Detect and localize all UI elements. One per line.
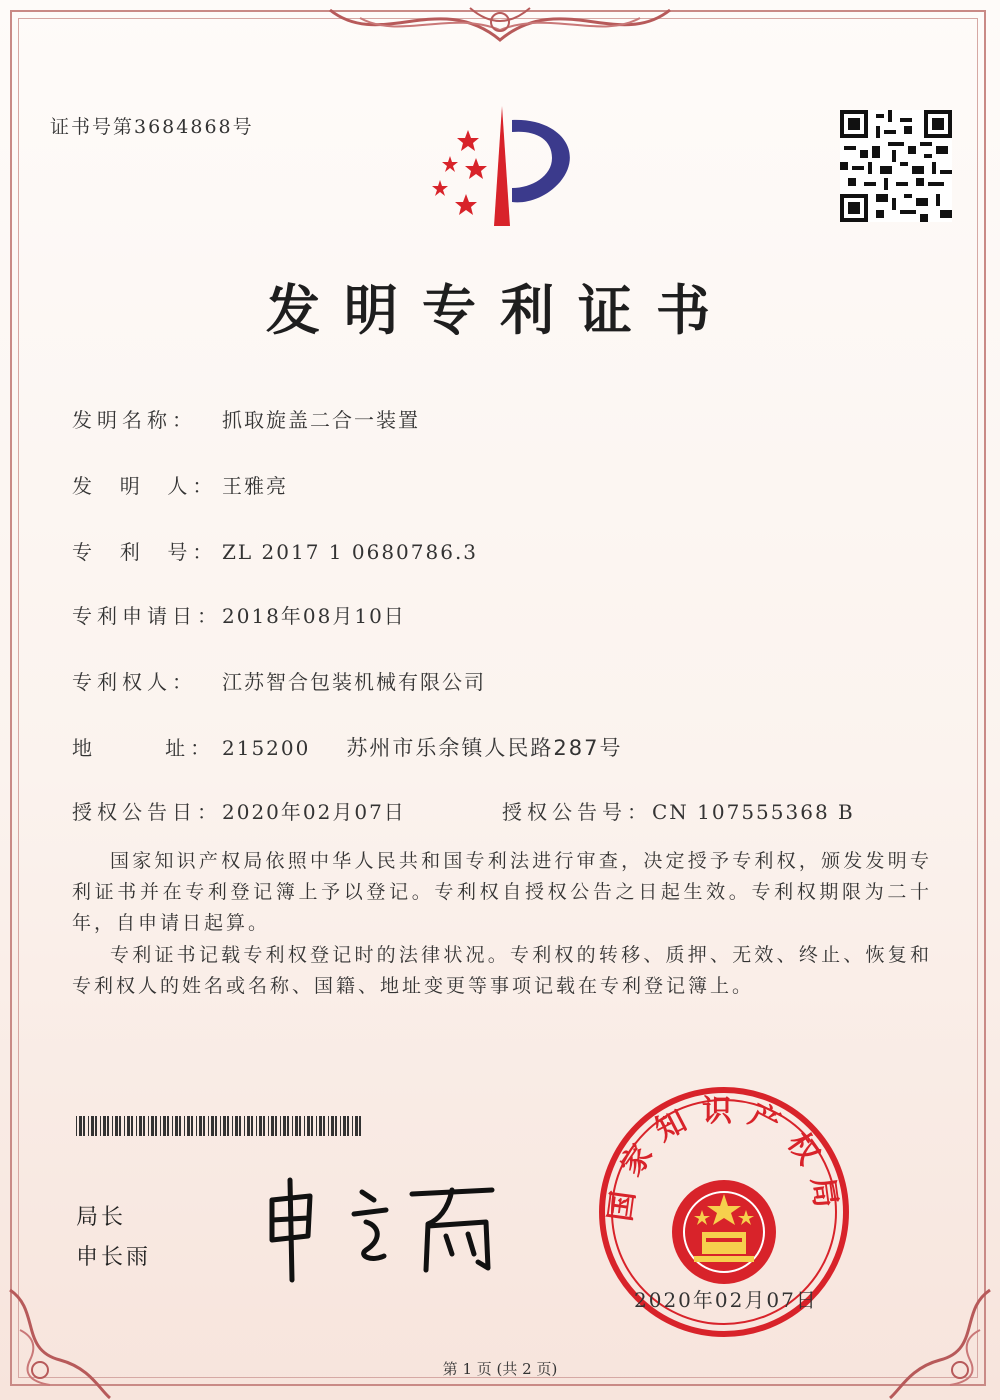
patentee-row bbox=[72, 666, 486, 695]
barcode-bar bbox=[199, 1116, 202, 1136]
barcode-bar bbox=[112, 1116, 113, 1136]
address-row bbox=[72, 732, 622, 762]
certificate-title: 发明专利证书 bbox=[266, 279, 734, 342]
inventor-value: 王雅亮 bbox=[222, 474, 288, 498]
patent-number-value: ZL 2017 1 0680786.3 bbox=[222, 540, 479, 564]
bottom-left-ornament bbox=[0, 1270, 120, 1400]
barcode-bar bbox=[355, 1116, 358, 1136]
barcode-bar bbox=[203, 1116, 205, 1136]
grant-date-label: 授权公告日： bbox=[72, 800, 222, 824]
patentee-label: 专利权人： bbox=[72, 670, 197, 694]
barcode-bar bbox=[304, 1116, 305, 1136]
barcode-bar bbox=[95, 1116, 97, 1136]
patent-number-row bbox=[72, 536, 478, 565]
barcode-bar bbox=[172, 1116, 173, 1136]
barcode-bar bbox=[311, 1116, 313, 1136]
address-postcode: 215200 bbox=[222, 736, 311, 760]
invention-name-row bbox=[72, 404, 420, 433]
barcode-bar bbox=[319, 1116, 322, 1136]
barcode-bar bbox=[307, 1116, 310, 1136]
barcode-bar bbox=[271, 1116, 274, 1136]
barcode-bar bbox=[268, 1116, 269, 1136]
barcode-bar bbox=[127, 1116, 130, 1136]
barcode-bar bbox=[299, 1116, 301, 1136]
barcode-bar bbox=[163, 1116, 166, 1136]
barcode-bar bbox=[83, 1116, 85, 1136]
barcode-bar bbox=[251, 1116, 253, 1136]
barcode-bar bbox=[244, 1116, 245, 1136]
barcode-bar bbox=[335, 1116, 337, 1136]
seal-text: 国家知识产权局 bbox=[603, 1093, 845, 1224]
barcode-bar bbox=[232, 1116, 233, 1136]
barcode-bar bbox=[295, 1116, 298, 1136]
page-number: 第 1 页 (共 2 页) bbox=[442, 1360, 558, 1378]
top-ornament bbox=[320, 0, 680, 60]
address-value: 苏州市乐余镇人民路287号 bbox=[346, 736, 623, 760]
barcode-bar bbox=[239, 1116, 241, 1136]
barcode-bar bbox=[223, 1116, 226, 1136]
application-date-label: 专利申请日： bbox=[72, 604, 222, 628]
barcode-bar bbox=[256, 1116, 257, 1136]
barcode-bar bbox=[331, 1116, 334, 1136]
barcode-bar bbox=[227, 1116, 229, 1136]
barcode-bar bbox=[191, 1116, 193, 1136]
invention-name-label: 发明名称： bbox=[72, 408, 197, 432]
barcode-bar bbox=[215, 1116, 217, 1136]
barcode-bar bbox=[151, 1116, 154, 1136]
barcode-bar bbox=[316, 1116, 317, 1136]
barcode-bar bbox=[88, 1116, 89, 1136]
inventor-label: 发 明 人： bbox=[72, 474, 218, 498]
certificate-number: 证书号第3684868号 bbox=[50, 116, 254, 138]
patent-number-label: 专 利 号： bbox=[72, 540, 218, 564]
barcode-bar bbox=[148, 1116, 149, 1136]
barcode-bar bbox=[187, 1116, 190, 1136]
barcode-bar bbox=[76, 1116, 77, 1136]
statement-paragraph-2: 专利证书记载专利权登记时的法律状况。专利权的转移、质押、无效、终止、恢复和专利权人的姓名或名称、国籍、地址变更等事项记载在专利登记簿上。 bbox=[72, 944, 932, 997]
grant-date-value: 2020年02月07日 bbox=[222, 800, 406, 824]
application-date-value: 2018年08月10日 bbox=[222, 604, 406, 628]
invention-name-value: 抓取旋盖二合一装置 bbox=[222, 408, 420, 432]
official-name: 申长雨 bbox=[76, 1245, 152, 1270]
barcode-bar bbox=[280, 1116, 281, 1136]
grant-row bbox=[72, 796, 855, 825]
patentee-value: 江苏智合包装机械有限公司 bbox=[222, 670, 486, 694]
barcode-bar bbox=[143, 1116, 145, 1136]
barcode-bar bbox=[196, 1116, 197, 1136]
barcode-bar bbox=[119, 1116, 121, 1136]
barcode-bar bbox=[292, 1116, 293, 1136]
barcode-bar bbox=[79, 1116, 82, 1136]
barcode-bar bbox=[352, 1116, 353, 1136]
address-label: 地 址： bbox=[72, 736, 216, 760]
official-title: 局长 bbox=[76, 1205, 127, 1230]
barcode-bar bbox=[343, 1116, 346, 1136]
barcode-bar bbox=[184, 1116, 185, 1136]
barcode-bar bbox=[328, 1116, 329, 1136]
barcode-bar bbox=[263, 1116, 265, 1136]
barcode-bar bbox=[359, 1116, 361, 1136]
barcode-bar bbox=[100, 1116, 101, 1136]
barcode-bar bbox=[179, 1116, 181, 1136]
grant-number-label: 授权公告号： bbox=[502, 800, 652, 824]
statement-paragraph-1: 国家知识产权局依照中华人民共和国专利法进行审查，决定授予专利权，颁发发明专利证书并在专利登记簿上予以登记。专利权自授权公告之日起生效。专利权期限为二十年，自申请日起算。 bbox=[72, 850, 932, 934]
seal-date: 2020年02月07日 bbox=[634, 1288, 818, 1312]
barcode-bar bbox=[131, 1116, 133, 1136]
barcode-bar bbox=[136, 1116, 137, 1136]
barcode-bar bbox=[340, 1116, 341, 1136]
barcode-bar bbox=[91, 1116, 94, 1136]
barcode-bar bbox=[107, 1116, 109, 1136]
barcode-bar bbox=[155, 1116, 157, 1136]
barcode-bar bbox=[287, 1116, 289, 1136]
barcode-bar bbox=[115, 1116, 118, 1136]
barcode-bar bbox=[208, 1116, 209, 1136]
barcode-bar bbox=[160, 1116, 161, 1136]
barcode-bar bbox=[124, 1116, 125, 1136]
cnipa-emblem-icon bbox=[410, 100, 590, 230]
barcode-bar bbox=[283, 1116, 286, 1136]
inventor-row bbox=[72, 470, 288, 499]
barcode-bar bbox=[259, 1116, 262, 1136]
barcode bbox=[76, 1116, 364, 1136]
barcode-bar bbox=[323, 1116, 325, 1136]
signature bbox=[262, 1170, 512, 1290]
qr-code bbox=[840, 110, 952, 222]
grant-number bbox=[502, 796, 855, 825]
barcode-bar bbox=[347, 1116, 349, 1136]
barcode-bar bbox=[139, 1116, 142, 1136]
barcode-bar bbox=[247, 1116, 250, 1136]
barcode-bar bbox=[167, 1116, 169, 1136]
bottom-right-ornament bbox=[880, 1270, 1000, 1400]
barcode-bar bbox=[220, 1116, 221, 1136]
barcode-bar bbox=[103, 1116, 106, 1136]
grant-number-value: CN 107555368 B bbox=[652, 800, 855, 824]
barcode-bar bbox=[211, 1116, 214, 1136]
barcode-bar bbox=[175, 1116, 178, 1136]
barcode-bar bbox=[275, 1116, 277, 1136]
application-date-row bbox=[72, 600, 406, 629]
barcode-bar bbox=[235, 1116, 238, 1136]
